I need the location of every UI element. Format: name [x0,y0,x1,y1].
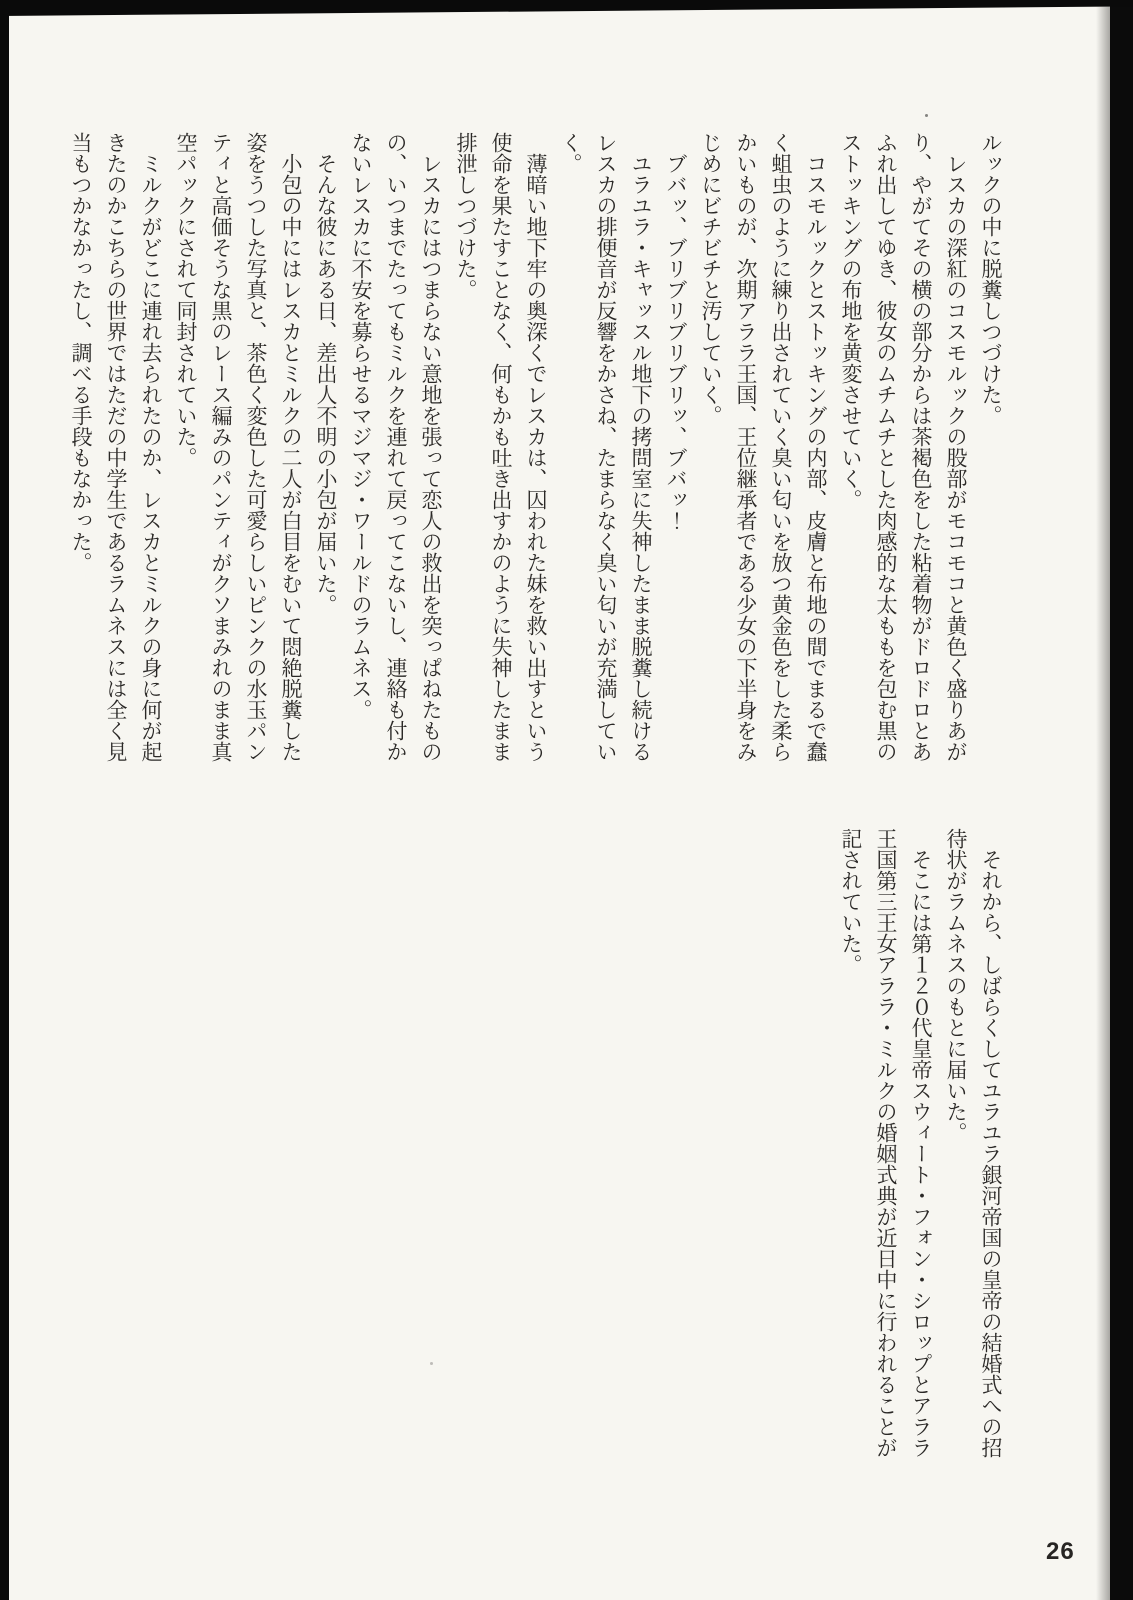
text-line: レスカの排便音が反響をかさね、たまらなく臭い匂いが充満してい [594,132,618,762]
text-line: 待状がラムネスのもとに届いた。 [944,828,968,1143]
scan-speck [925,114,928,117]
text-line: 使命を果たすことなく、何もかも吐き出すかのように失神したまま [489,132,513,762]
text-line: く。 [559,132,583,174]
text-line: ブバッ、ブリブリブリブリッ、ブバッ！ [664,153,688,531]
text-line: レスカの深紅のコスモルックの股部がモコモコと黄色く盛りあが [944,153,968,762]
page-number: 26 [1046,1538,1075,1565]
scan-border-right [1110,0,1133,1600]
text-line: 記されていた。 [839,828,863,975]
text-line: そこには第１２０代皇帝スウィート・フォン・シロップとアララ [909,849,933,1458]
scan-border-top [0,0,1133,16]
second-text-block [833,828,1008,1468]
text-line: 当もつかなかったし、調べる手段もなかった。 [69,132,93,573]
text-line: ルックの中に脱糞しつづけた。 [979,132,1003,426]
text-line: ティと高価そうな黒のレース編みのパンティがクソまみれのまま真 [209,132,233,762]
text-line: 薄暗い地下牢の奥深くでレスカは、囚われた妹を救い出すという [524,153,548,762]
text-line: 空パックにされて同封されていた。 [174,132,198,468]
scan-border-left [0,0,9,1600]
text-line: それから、しばらくしてユラユラ銀河帝国の皇帝の結婚式への招 [979,849,1003,1458]
text-line: じめにビチビチと汚していく。 [699,132,723,426]
text-line: ミルクがどこに連れ去られたのか、レスカとミルクの身に何が起 [139,153,163,762]
text-line: 王国第三王女アララ・ミルクの婚姻式典が近日中に行われることが [874,828,898,1458]
text-line: そんな彼にある日、差出人不明の小包が届いた。 [314,153,338,615]
text-line: きたのかこちらの世界ではただの中学生であるラムネスには全く見 [104,132,128,762]
text-line: レスカにはつまらない意地を張って恋人の救出を突っぱねたもの [419,153,443,762]
text-line: り、やがてその横の部分からは茶褐色をした粘着物がドロドロとあ [909,132,933,762]
text-line: 小包の中にはレスカとミルクの二人が白目をむいて悶絶脱糞した [279,153,303,762]
text-line: ストッキングの布地を黄変させていく。 [839,132,863,510]
text-line: かいものが、次期アララ王国、王位継承者である少女の下半身をみ [734,132,758,762]
main-text-block [63,132,1008,772]
scan-speck [430,1362,433,1365]
text-line: の、いつまでたってもミルクを連れて戻ってこないし、連絡も付か [384,132,408,762]
text-line: ふれ出してゆき、彼女のムチムチとした肉感的な太ももを包む黒の [874,132,898,762]
text-line: ユラユラ・キャッスル地下の拷問室に失神したまま脱糞し続ける [629,153,653,762]
text-line: ないレスカに不安を募らせるマジマジ・ワールドのラムネス。 [349,132,373,720]
scan-gutter-shadow [1096,0,1110,1600]
text-line: 姿をうつした写真と、茶色く変色した可愛らしいピンクの水玉パン [244,132,268,762]
text-line: 排泄しつづけた。 [454,132,478,300]
text-line: く蛆虫のように練り出されていく臭い匂いを放つ黄金色をした柔ら [769,132,793,762]
text-line: コスモルックとストッキングの内部、皮膚と布地の間でまるで蠢 [804,153,828,762]
